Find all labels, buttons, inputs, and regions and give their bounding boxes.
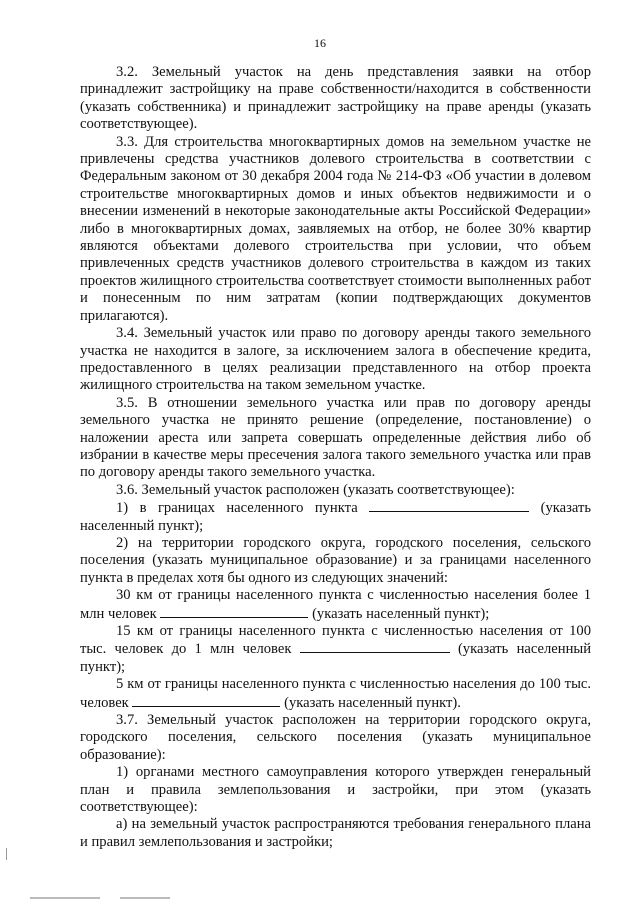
settlement-blank-1 <box>369 499 529 512</box>
settlement-blank-2 <box>160 605 308 618</box>
30km-suffix: (указать населенный пункт); <box>312 605 490 622</box>
paragraph-15km <box>80 623 591 676</box>
5km-text: 5 км от границы населенного пункта с численностью населения до 100 тыс. человек <box>80 676 591 711</box>
paragraph-3-7-item-1: 1) органами местного самоуправления которого утвержден генеральный план и правила землепользования и застройки, при этом (указать соответствующее): <box>80 764 591 816</box>
5km-suffix: (указать населенный пункт). <box>284 694 461 711</box>
paragraph-3-6: 3.6. Земельный участок расположен (указать соответствующее): <box>116 481 515 498</box>
paragraph-3-6-item-2: 2) на территории городского округа, городского поселения, сельского поселения (указать муниципальное образование) и за границами населенного пункта в пределах хотя бы одного из следующих значений: <box>80 534 591 586</box>
item-1-suffix: (указать населенный пункт); <box>80 500 591 534</box>
scan-edge-mark <box>6 848 7 860</box>
page-number: 16 <box>314 36 326 50</box>
paragraph-5km <box>80 676 591 712</box>
settlement-blank-4 <box>132 694 280 707</box>
paragraph-3-3: 3.3. Для строительства многоквартирных домов на земельном участке не привлечены средства участников долевого строительства в соответствии с Федеральным законом от 30 декабря 2004 года № 214-ФЗ «Об участии в долевом строительстве многоквартирных домов и иных объектов недвижимости и о внесении изменений в некоторые законодательные акты Российской Федерации» либо в многоквартирных домах, заявляемых на отбор, не более 30% квартир являются объектами долевого строительства при условии, что объем привлеченных средств участников долевого строительства в каждом из таких проектов жилищного строительства соответствует стоимости выполненных работ и понесенным по ним затратам (копии подтверждающих документов прилагаются). <box>80 133 591 324</box>
15km-text: 15 км от границы населенного пункта с численностью населения от 100 тыс. человек до 1 млн человек <box>80 623 591 658</box>
30km-text: 30 км от границы населенного пункта с численностью населения более 1 млн человек <box>80 587 591 622</box>
document-body <box>80 64 591 851</box>
paragraph-3-5: 3.5. В отношении земельного участка или прав по договору аренды земельного участка не принято решение (определение, постановление) о наложении ареста или запрета совершать определенные действия либо об избрании в качестве меры пресечения залога такого земельного участка или прав по договору аренды такого земельного участка. <box>80 394 591 481</box>
paragraph-3-7-item-a: а) на земельный участок распространяются требования генерального плана и правил землепользования и застройки; <box>80 816 591 850</box>
paragraph-3-4: 3.4. Земельный участок или право по договору аренды такого земельного участка не находится в залоге, за исключением залога в обеспечение кредита, предоставленного в целях реализации представленного на отбор проекта жилищного строительства на таком земельном участке. <box>80 325 591 394</box>
scan-foot-mark-1 <box>30 897 100 899</box>
item-1-text: 1) в границах населенного пункта <box>116 500 358 517</box>
settlement-blank-3 <box>300 640 450 653</box>
scan-foot-mark-2 <box>120 897 170 899</box>
paragraph-3-6-item-1 <box>80 499 591 535</box>
paragraph-3-2: 3.2. Земельный участок на день представления заявки на отбор принадлежит застройщику на праве собственности/находится в собственности (указать собственника) и принадлежит застройщику на праве аренды (указать соответствующее). <box>80 64 591 133</box>
paragraph-30km <box>80 587 591 623</box>
paragraph-3-7: 3.7. Земельный участок расположен на территории городского округа, городского поселения, сельского поселения (указать муниципальное образование): <box>80 712 591 763</box>
15km-suffix: (указать населенный пункт); <box>80 641 591 675</box>
